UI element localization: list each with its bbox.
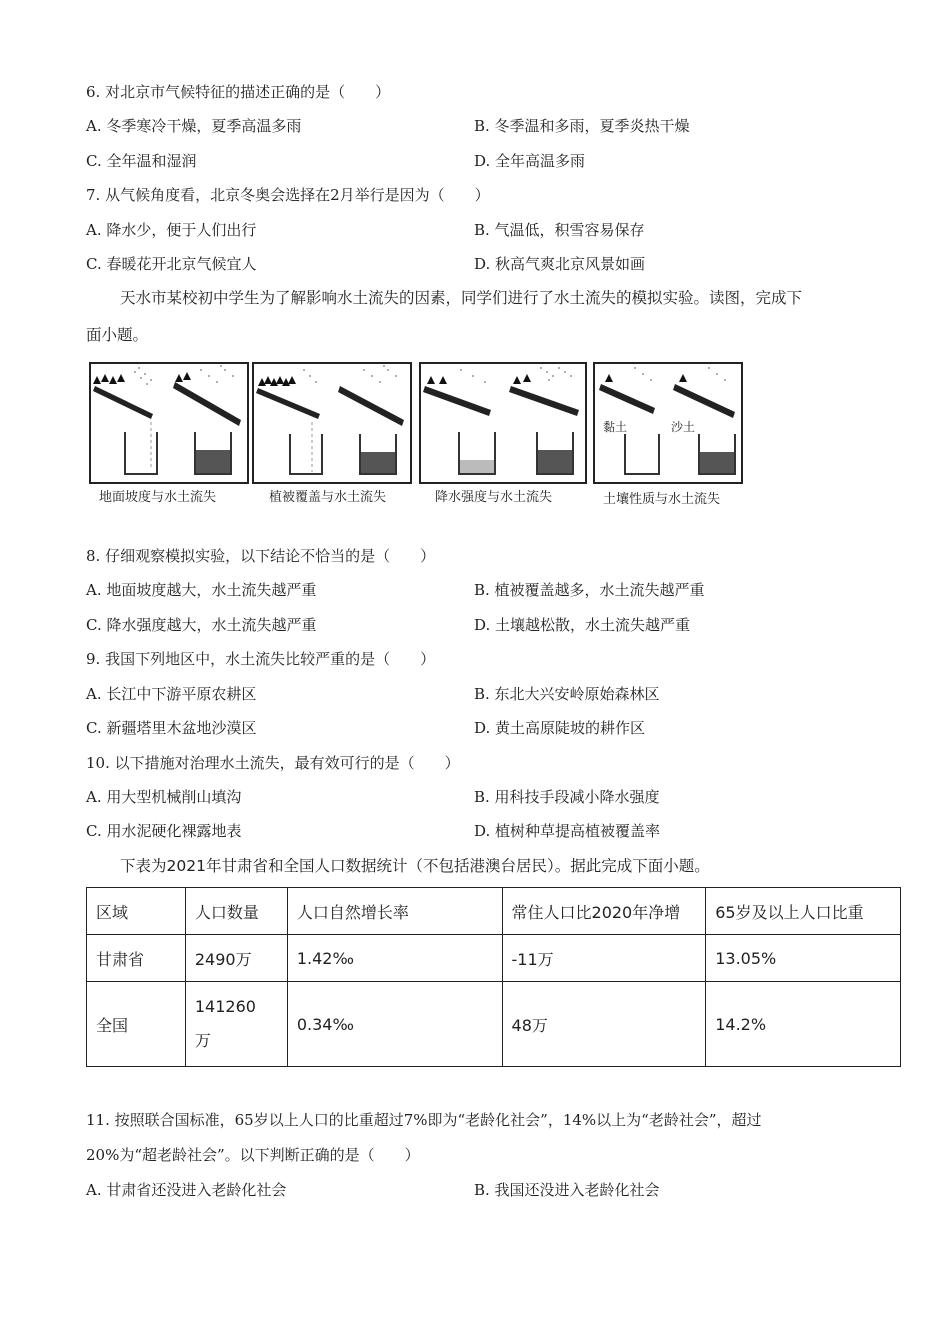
q6-stem: 6. 对北京市气候特征的描述正确的是（ ） [86,83,391,101]
cell-region: 甘肃省 [87,935,186,982]
cell-net-increase: 48万 [502,982,706,1067]
q10-option-d: D. 植树种草提高植被覆盖率 [474,822,661,840]
q7-stem: 7. 从气候角度看，北京冬奥会选择在2月举行是因为（ ） [86,186,490,204]
erosion-experiment-figure [89,362,749,512]
caption-soil: 土壤性质与水土流失 [603,492,721,507]
panel-slope [89,362,249,484]
intro-1-line-1: 天水市某校初中学生为了解影响水土流失的因素，同学们进行了水土流失的模拟实验。读图，完成下 [120,289,803,307]
rainfall-illustration [421,364,585,482]
table-header-row [87,888,901,935]
header-region: 区域 [87,888,186,935]
cell-aged-ratio: 13.05% [706,935,901,982]
q7-option-a: A. 降水少，便于人们出行 [86,221,257,239]
q7-option-b: B. 气温低，积雪容易保存 [474,221,645,239]
population-table [86,887,901,1067]
q11-stem-line-2: 20%为“超老龄社会”。以下判断正确的是（ ） [86,1146,420,1164]
q8-stem: 8. 仔细观察模拟实验，以下结论不恰当的是（ ） [86,547,436,565]
q7-option-d: D. 秋高气爽北京风景如画 [474,255,646,273]
q6-option-d: D. 全年高温多雨 [474,152,586,170]
q7-option-c: C. 春暖花开北京气候宜人 [86,255,257,273]
panel-rainfall [419,362,587,484]
slope-illustration [91,364,247,482]
q9-option-c: C. 新疆塔里木盆地沙漠区 [86,719,257,737]
header-growth: 人口自然增长率 [287,888,502,935]
cell-growth: 1.42‰ [287,935,502,982]
label-clay: 黏土 [603,420,628,434]
q10-option-a: A. 用大型机械削山填沟 [86,788,242,806]
cell-region: 全国 [87,982,186,1067]
cell-net-increase: -11万 [502,935,706,982]
panel-vegetation [252,362,412,484]
q8-option-c: C. 降水强度越大，水土流失越严重 [86,616,317,634]
cell-aged-ratio: 14.2% [706,982,901,1067]
q10-stem: 10. 以下措施对治理水土流失，最有效可行的是（ ） [86,754,460,772]
q6-option-a: A. 冬季寒冷干燥，夏季高温多雨 [86,117,302,135]
q11-option-b: B. 我国还没进入老龄化社会 [474,1181,660,1199]
vegetation-illustration [254,364,410,482]
label-sand: 沙土 [671,420,696,434]
q8-option-d: D. 土壤越松散，水土流失越严重 [474,616,691,634]
q10-option-b: B. 用科技手段减小降水强度 [474,788,660,806]
cell-population: 2490万 [185,935,287,982]
q11-option-a: A. 甘肃省还没进入老龄化社会 [86,1181,287,1199]
q6-option-c: C. 全年温和湿润 [86,152,197,170]
table-row [87,935,901,982]
q9-option-a: A. 长江中下游平原农耕区 [86,685,257,703]
header-net-increase: 常住人口比2020年净增 [502,888,706,935]
cell-population-line-1: 141260 [194,997,256,1016]
q8-option-a: A. 地面坡度越大，水土流失越严重 [86,581,317,599]
q9-option-b: B. 东北大兴安岭原始森林区 [474,685,660,703]
cell-growth: 0.34‰ [287,982,502,1067]
header-aged-ratio: 65岁及以上人口比重 [706,888,901,935]
panel-soil [593,362,743,484]
cell-population [185,982,287,1067]
q11-stem-line-1: 11. 按照联合国标准，65岁以上人口的比重超过7%即为“老龄化社会”，14%以上为“老龄社会”，超过 [86,1111,762,1129]
caption-slope: 地面坡度与水土流失 [99,490,217,505]
intro-1-line-2: 面小题。 [86,326,149,344]
q9-stem: 9. 我国下列地区中，水土流失比较严重的是（ ） [86,650,436,668]
caption-vegetation: 植被覆盖与水土流失 [269,490,387,505]
table-row [87,982,901,1067]
caption-rainfall: 降水强度与水土流失 [435,490,553,505]
q8-option-b: B. 植被覆盖越多，水土流失越严重 [474,581,705,599]
q10-option-c: C. 用水泥硬化裸露地表 [86,822,242,840]
q6-option-b: B. 冬季温和多雨，夏季炎热干燥 [474,117,690,135]
intro-2: 下表为2021年甘肃省和全国人口数据统计（不包括港澳台居民）。据此完成下面小题。 [120,857,710,875]
cell-population-line-2: 万 [194,1031,211,1050]
q9-option-d: D. 黄土高原陡坡的耕作区 [474,719,646,737]
header-population: 人口数量 [185,888,287,935]
